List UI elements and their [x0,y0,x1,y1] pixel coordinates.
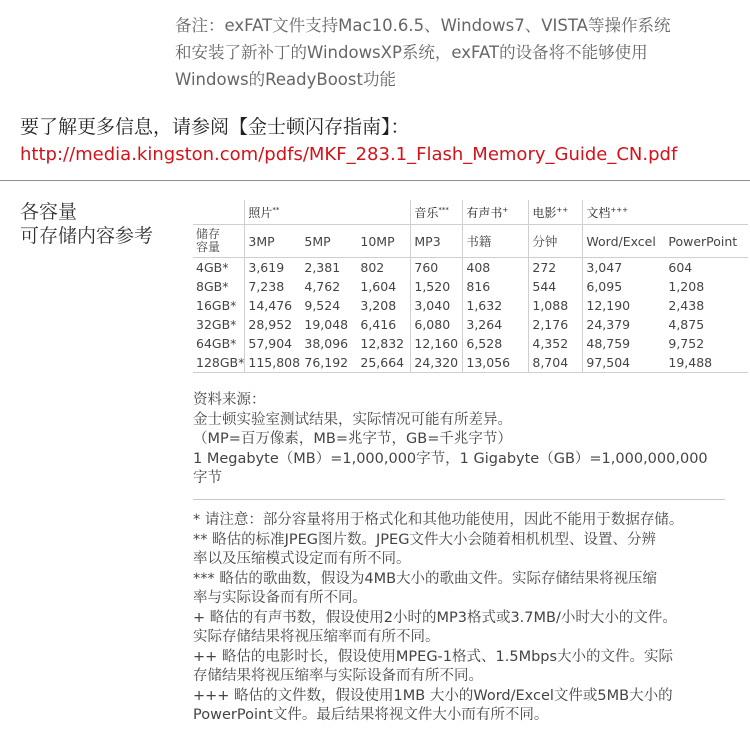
flash-guide-link[interactable]: http://media.kingston.com/pdfs/MKF_283.1_Flash_Memory_Guide_CN.pdf [20,144,678,165]
table-cell: 6,080 [411,315,463,334]
table-cell: 76,192 [301,353,357,373]
table-cell: 38,096 [304,336,349,351]
table-cell: 1,632 [463,296,529,315]
table-cell: 6,095 [583,277,666,296]
table-cell: 7,238 [245,277,302,296]
table-cell: 3,619 [245,258,302,278]
footnote-line: 存储结果将视压缩率与实际设备而有所不同。 [193,668,483,684]
note-line: 和安装了新补丁的WindowsXP系统，exFAT的设备将不能够使用 [175,43,648,62]
group-documents: 文档+++ [583,200,749,225]
footnote-line: 率以及压缩模式设定而有所不同。 [193,551,411,567]
table-cell: 1,208 [668,279,705,294]
table-cell: 97,504 [583,353,666,373]
footnote-line: ++ 略估的电影时长，假设使用MPEG-1格式、1.5Mbps大小的文件。实际 [193,648,674,665]
table-cell: 6,416 [360,317,397,332]
table-cell: 816 [463,277,529,296]
source-line: （MP=百万像素，MB=兆字节，GB=千兆字节） [193,431,512,447]
source-line: 字节 [193,470,222,486]
table-cell: 12,160 [411,334,463,353]
table-row [193,315,748,334]
group-header-row [193,200,748,225]
table-cell: 4,762 [304,279,341,294]
table-cell: 12,832 [360,336,405,351]
capacity-title-line: 各容量 [20,201,78,223]
capacity-cell: 64GB* [196,336,237,351]
group-photos: 照片** [245,200,411,225]
footnote-line: 实际存储结果将视压缩率而有所不同。 [193,629,440,645]
capacity-title-line: 可存储内容参考 [20,225,154,247]
table-cell: 9,752 [668,336,705,351]
column-header: MP3 [411,225,463,258]
table-cell: 6,528 [463,334,529,353]
column-header: PowerPoint [665,225,748,258]
table-cell: 8,704 [529,353,583,373]
table-cell: 57,904 [245,334,302,353]
table-cell: 272 [529,258,583,278]
table-cell: 408 [463,258,529,278]
note-line: 备注：exFAT文件支持Mac10.6.5、Windows7、VISTA等操作系统 [175,16,671,35]
capacity-cell: 4GB* [196,260,229,275]
table-cell: 760 [411,258,463,278]
table-cell: 12,190 [583,296,666,315]
footnotes [193,511,683,726]
table-cell: 3,040 [411,296,463,315]
table-cell: 3,047 [583,258,666,278]
table-cell: 2,176 [529,315,583,334]
table-cell: 2,381 [304,260,341,275]
source-line: 1 Megabyte（MB）=1,000,000字节，1 Gigabyte（GB）=1,000,000,000 [193,450,708,467]
capacity-cell: 8GB* [196,279,229,294]
exfat-note [175,12,740,93]
column-header: 5MP [301,225,357,258]
table-cell: 19,048 [304,317,349,332]
footnote-line: + 略估的有声书数，假设使用2小时的MP3格式或3.7MB/小时大小的文件。 [193,609,677,626]
capacity-table [193,200,748,373]
source-line: 金士顿实验室测试结果，实际情况可能有所差异。 [193,411,512,428]
footnote-line: *** 略估的歌曲数，假设为4MB大小的歌曲文件。实际存储结果将视压缩 [193,570,658,587]
table-cell: 1,604 [360,279,397,294]
table-cell: 19,488 [665,353,748,373]
column-header-row [193,225,748,258]
footnote-line: PowerPoint文件。最后结果将视文件大小而有所不同。 [193,707,549,723]
table-cell: 28,952 [245,315,302,334]
table-cell: 48,759 [583,334,666,353]
capacity-cell: 16GB* [196,298,237,313]
table-cell: 25,664 [357,353,411,373]
table-cell: 2,438 [668,298,705,313]
table-row [193,353,748,373]
storage-capacity-header: 储存 容量 [193,225,245,258]
table-cell: 4,875 [668,317,705,332]
capacity-section-title [20,200,153,248]
column-header: 10MP [357,225,411,258]
table-cell: 115,808 [245,353,302,373]
footnote-line: * 请注意：部分容量将用于格式化和其他功能使用，因此不能用于数据存储。 [193,512,684,528]
table-cell: 24,379 [583,315,666,334]
data-source [193,391,708,489]
note-line: Windows的ReadyBoost功能 [175,70,396,89]
column-header: Word/Excel [583,225,666,258]
table-cell: 3,208 [360,298,397,313]
table-cell: 3,264 [463,315,529,334]
table-row [193,277,748,296]
column-header: 书籍 [463,225,529,258]
footnote-line: ** 略估的标准JPEG图片数。JPEG文件大小会随着相机机型、设置、分辨 [193,531,656,548]
column-header: 分钟 [529,225,583,258]
table-cell: 1,088 [529,296,583,315]
table-cell: 544 [529,277,583,296]
table-cell: 13,056 [463,353,529,373]
capacity-cell: 32GB* [196,317,237,332]
group-movies: 电影++ [529,200,583,225]
table-cell: 802 [360,260,385,275]
column-header: 3MP [245,225,302,258]
table-row [193,258,748,278]
table-row [193,334,748,353]
footnote-line: 率与实际设备而有所不同。 [193,590,367,606]
section-divider [0,180,750,181]
table-cell: 604 [668,260,693,275]
table-cell: 4,352 [529,334,583,353]
capacity-cell: 128GB* [193,353,245,373]
more-info-heading: 要了解更多信息，请参阅【金士顿闪存指南】： [20,116,410,138]
table-cell: 24,320 [411,353,463,373]
footnote-divider [193,499,725,500]
table-row [193,296,748,315]
group-music: 音乐*** [411,200,463,225]
group-audiobooks: 有声书+ [463,200,529,225]
table-cell: 14,476 [245,296,302,315]
footnote-line: +++ 略估的文件数，假设使用1MB 大小的Word/Excel文件或5MB大小的 [193,687,673,704]
table-cell: 1,520 [411,277,463,296]
table-cell: 9,524 [304,298,341,313]
source-line: 资料来源： [193,392,266,408]
table-body [193,258,748,373]
